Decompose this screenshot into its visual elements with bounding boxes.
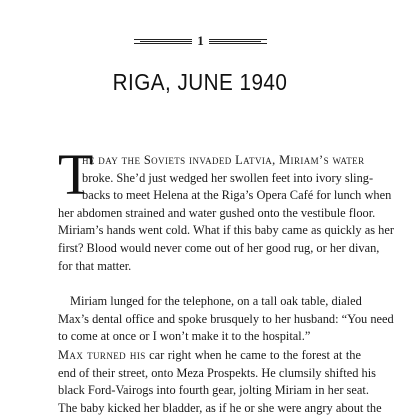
paragraph-2-line: Max’s dental office and spoke brusquely to her husband: “You need — [58, 311, 394, 326]
paragraph-1-line: he day the Soviets invaded Latvia, Miriam’s water — [82, 153, 365, 167]
paragraph-3-line: end of their street, onto Meza Prospekts. He clumsily shifted his — [58, 365, 376, 380]
paragraph-3-line: car right when he came to the forest at the — [145, 348, 361, 362]
paragraph-3-lead: Max turned his — [58, 348, 146, 362]
paragraph-2-line: Miriam lunged for the telephone, on a tall oak table, dialed — [70, 294, 362, 308]
paragraph-3-first-line — [58, 347, 361, 365]
paragraph-1-line: for that matter. — [58, 258, 132, 273]
chapter-number: 1 — [197, 33, 204, 48]
paragraph-3-line: black Ford-Vairogs into fourth gear, jolting Miriam in her seat. — [58, 383, 369, 398]
paragraph-1-line: broke. She’d just wedged her swollen feet into ivory sling- — [82, 170, 374, 185]
paragraph-1-line: her abdomen strained and water gushed onto the vestibule floor. — [58, 205, 376, 220]
paragraph-3-line: The baby kicked her bladder, as if he or she were angry about the — [58, 400, 382, 415]
paragraph-1-line: first? Blood would never come out of her good rug, or her divan, — [58, 240, 380, 255]
chapter-title: RIGA, JUNE 1940 — [112, 69, 288, 95]
paragraph-1 — [58, 152, 394, 275]
paragraph-2 — [58, 293, 394, 346]
paragraph-3 — [58, 347, 382, 417]
chapter-heading-ornament — [0, 34, 400, 48]
paragraph-1-line: backs to meet Helena at the Riga’s Opera Café for lunch when — [82, 188, 392, 203]
right-decorative-rule — [209, 39, 267, 45]
paragraph-1-line: Miriam’s hands went cold. What if this baby came as quickly as her — [58, 223, 394, 238]
drop-cap: T — [58, 142, 94, 207]
paragraph-2-line: to come at once or I won’t make it to the hospital.” — [58, 329, 311, 344]
left-decorative-rule — [134, 39, 192, 45]
